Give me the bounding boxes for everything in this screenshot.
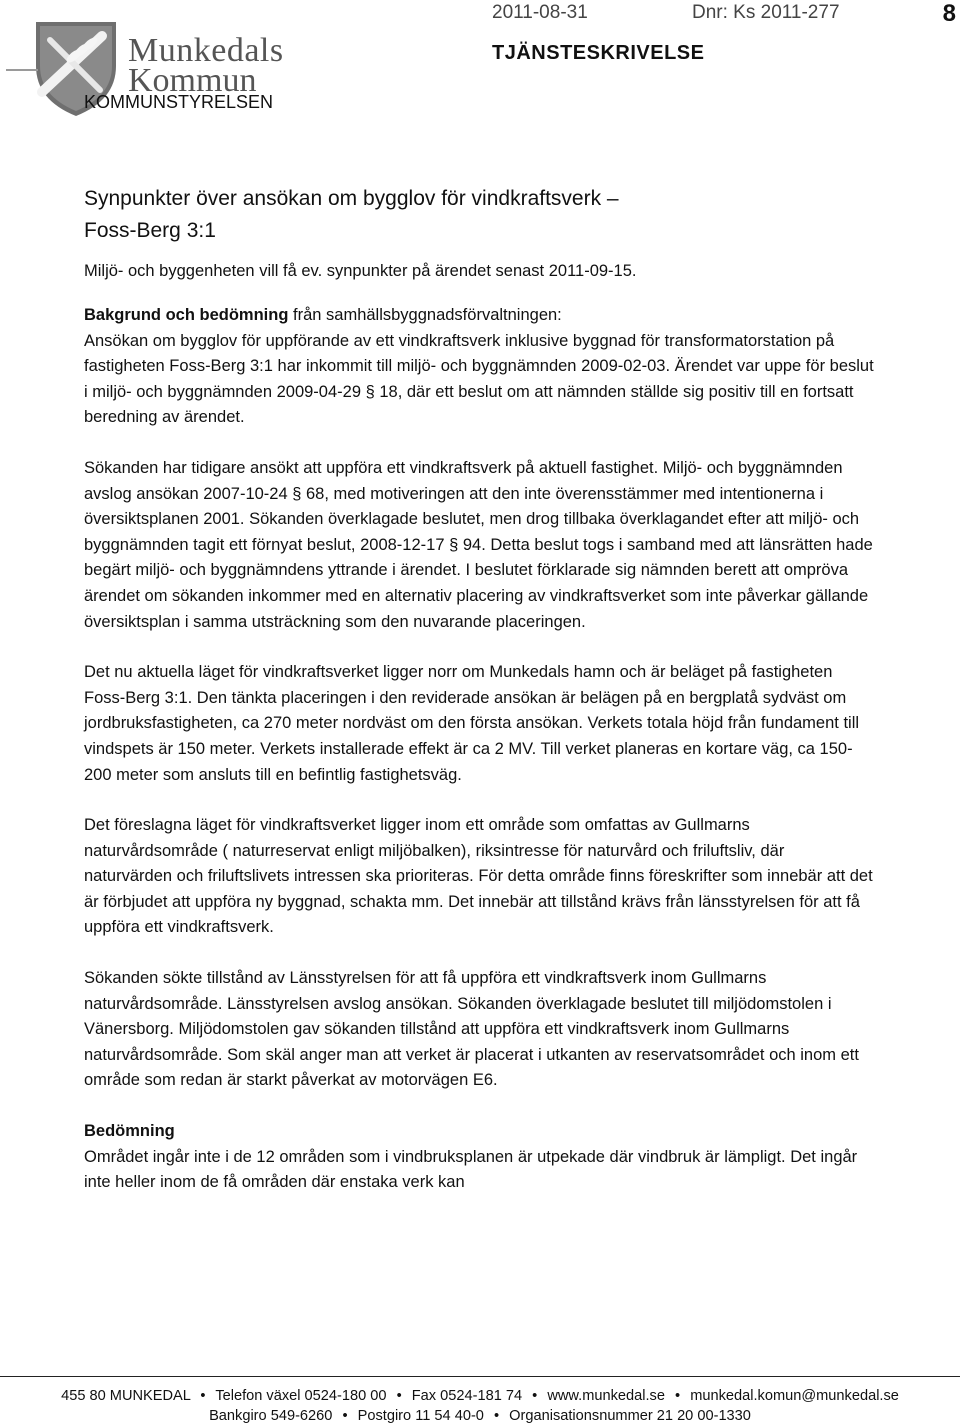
organization-name: KOMMUNSTYRELSEN (84, 92, 274, 112)
footer-separator: • (200, 1388, 206, 1404)
logo-wordmark-line2: Kommun (128, 62, 257, 99)
footer-contact-line (0, 1388, 960, 1404)
footer-address: 455 80 MUNKEDAL (61, 1388, 191, 1404)
footer-phone: Telefon växel 0524-180 00 (215, 1388, 387, 1404)
footer-org-number: Organisationsnummer 21 20 00-1330 (509, 1408, 751, 1424)
nature-reserve-paragraph: Det föreslagna läget för vindkraftsverket ligger inom ett område som omfattas av Gullmarns naturvårdsområde ( naturreservat enligt miljöbalken), riksintresse för naturvård och friluftsliv, där naturvärden och friluftslivets intressen ska prioriteras. För detta område finns föreskrifter som innebär att det är förbjudet att uppföra ny byggnad, schakta mm. Det innebär att tillstånd krävs från länsstyrelsen för att få uppföra ett vindkraftsverk. (84, 816, 873, 937)
assessment-paragraph (84, 1119, 874, 1196)
page-number: 8 (942, 0, 956, 27)
logo-wordmark-line1: Munkedals (128, 32, 284, 69)
footer-separator: • (342, 1408, 348, 1424)
assessment-heading: Bedömning (84, 1122, 175, 1141)
footer-separator: • (396, 1388, 402, 1404)
background-text: Ansökan om bygglov för uppförande av ett vindkraftsverk inklusive byggnad för transformatorstation på fastigheten Foss-Berg 3:1 har inkommit till miljö- och byggnämnden 2009-02-03. Ärendet var uppe för beslut i miljö- och byggnämnden 2009-04-29 § 18, där ett beslut om att nämnden ställde sig positiv till en fortsatt beredning av ärendet. (84, 331, 874, 427)
background-heading: Bakgrund och bedömning (84, 306, 289, 324)
intro-text: Miljö- och byggenheten vill få ev. synpunkter på ärendet senast 2011-09-15. (84, 262, 637, 280)
footer-divider (0, 1376, 960, 1377)
footer-payment-line (0, 1408, 960, 1424)
registration-number: Dnr: Ks 2011-277 (692, 2, 840, 23)
document-type: TJÄNSTESKRIVELSE (492, 42, 705, 64)
footer-bankgiro: Bankgiro 549-6260 (209, 1408, 333, 1424)
footer-separator: • (493, 1408, 500, 1424)
footer-website-link[interactable]: www.munkedal.se (547, 1388, 665, 1404)
current-location-paragraph: Det nu aktuella läget för vindkraftsverket ligger norr om Munkedals hamn och är beläget på fastigheten Foss-Berg 3:1. Den tänkta placeringen i den reviderade ansökan är belägen på en bergplatå sydväst om jordbruksfastigheten, ca 270 meter nordväst om den första ansökan. Verkets totala höjd från fundament till vindspets är 150 meter. Verkets installerade effekt är ca 2 MV. Till verket planeras en kortare väg, ca 150-200 meter som ansluts till en befintlig fastighetsväg. (84, 663, 860, 784)
previous-application-paragraph: Sökanden har tidigare ansökt att uppföra ett vindkraftsverk på aktuell fastighet. Miljö- och byggnämnden avslog ansökan 2007-10-24 § 68, med motiveringen att den inte överensstämmer med intentionerna i översiktsplanen 2001. Sökanden överklagade beslutet, men drog tillbaka överklagandet efter att miljö- och byggnämnden tagit ett förnyat beslut, 2008-12-17 § 94. Detta beslut togs i samband med att länsrätten hade begärt miljö- och byggnämndens yttrande i ärendet. I beslutet förklarade sig nämnden berett att ompröva ärendet om sökanden inkommer med en alternativ placering av vindkraftsverket som inte påverkar gällande översiktsplan i samma utsträckning som den nuvarande placeringen. (84, 458, 873, 631)
title-line-1: Synpunkter över ansökan om bygglov för vindkraftsverk – (84, 187, 619, 210)
footer-separator: • (532, 1388, 538, 1404)
permit-history-paragraph: Sökanden sökte tillstånd av Länsstyrelsen för att få uppföra ett vindkraftsverk inom Gullmarns naturvårdsområde. Länsstyrelsen avslog ansökan. Sökanden överklagade beslutet till miljödomstolen i Vänersborg. Miljödomstolen gav sökanden tillstånd att uppföra ett vindkraftsverk inom Gullmarns naturvårdsområde. Som skäl anger man att verket är placerat i utkanten av reservatsområdet och inom ett område som redan är starkt påverkat av motorvägen E6. (84, 969, 859, 1090)
footer-email-link[interactable]: munkedal.komun@munkedal.se (690, 1388, 899, 1404)
document-date: 2011-08-31 (492, 2, 588, 23)
footer-separator: • (675, 1388, 681, 1404)
background-paragraph (84, 303, 874, 431)
footer-postgiro: Postgiro 11 54 40-0 (357, 1408, 484, 1424)
footer-fax: Fax 0524-181 74 (411, 1388, 523, 1404)
assessment-text: Området ingår inte i de 12 områden som i vindbruksplanen är utpekade där vindbruk är lämpligt. Det ingår inte heller inom de få områden där enstaka verk kan (84, 1147, 858, 1192)
title-line-2: Foss-Berg 3:1 (84, 219, 216, 242)
document-title (84, 183, 619, 247)
background-heading-rest: från samhällsbyggnadsförvaltningen: (288, 306, 562, 324)
document-body (84, 303, 874, 1221)
